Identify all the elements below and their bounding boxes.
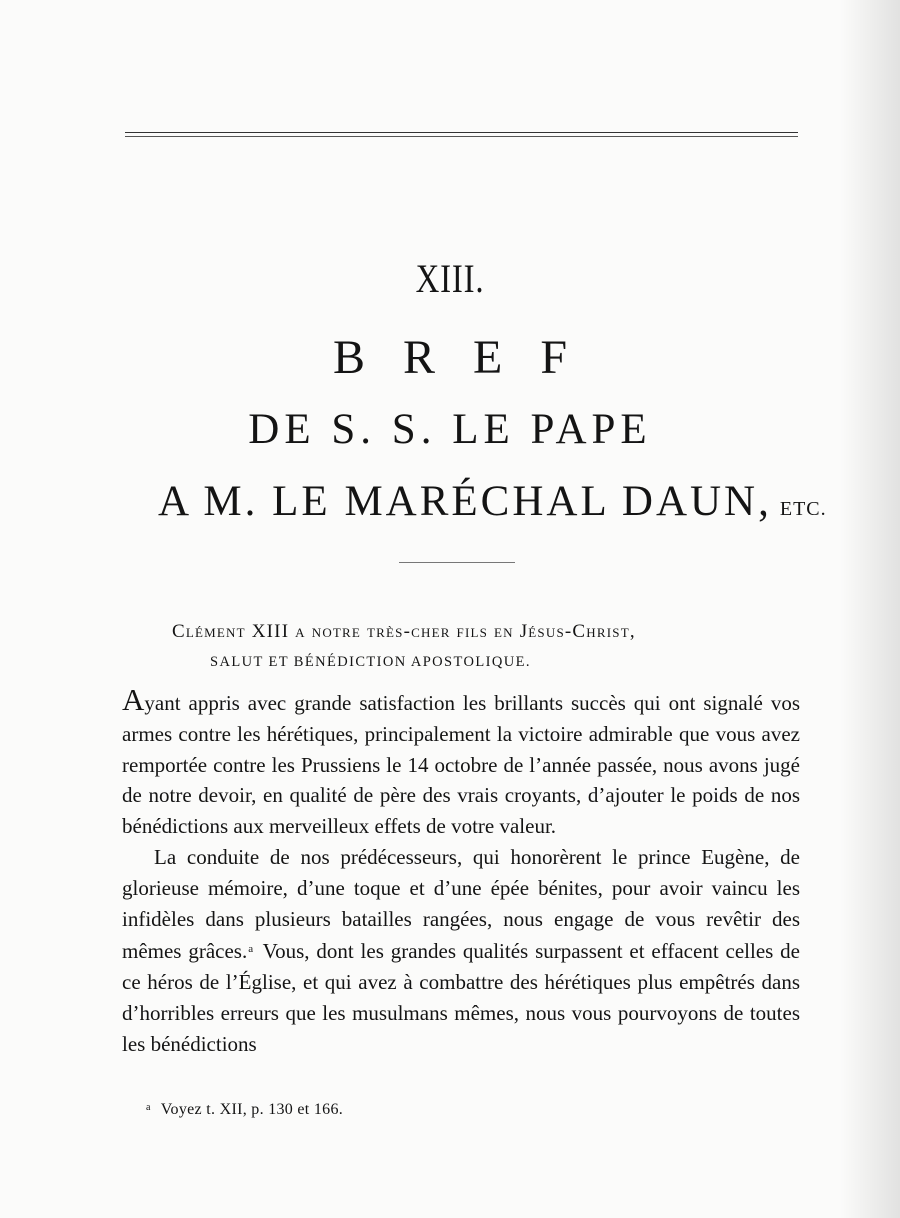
salutation-line-1: Clément XIII a notre très-cher fils en Jésus-Christ, bbox=[172, 621, 636, 642]
separator-rule bbox=[399, 562, 515, 563]
footnote bbox=[146, 1101, 343, 1119]
title-etc: ETC. bbox=[779, 498, 827, 520]
page-edge-shadow bbox=[840, 0, 900, 1218]
title-line-2: DE S. S. LE PAPE bbox=[248, 406, 652, 453]
paragraph-2-text-b: Vous, dont les grandes qualités surpassent et effacent celles de ce héros de l’Église, et qui avez à combattre des hérétiques plus empêtrés dans d’horribles erreurs que les musulmans mêmes, nous vous pourvoyons de toutes les bénédictions bbox=[122, 939, 800, 1056]
paragraph-1 bbox=[122, 682, 800, 842]
letter-body bbox=[122, 682, 800, 1060]
title-line-3-text: A M. LE MARÉCHAL DAUN, bbox=[158, 478, 772, 525]
rule-line bbox=[125, 132, 798, 133]
initial-letter: A bbox=[122, 682, 145, 717]
title-line-3 bbox=[158, 477, 827, 526]
footnote-mark: a bbox=[146, 1102, 151, 1113]
rule-line bbox=[125, 136, 798, 137]
chapter-number: XIII. bbox=[415, 256, 485, 301]
document-title: BREF bbox=[332, 331, 606, 384]
top-double-rule bbox=[125, 132, 798, 138]
paragraph-1-text: yant appris avec grande satisfaction les brillants succès qui ont signalé vos armes contre les hérétiques, principalement la victoire admirable que vous avez remportée contre les Prussiens le 14 octobre de l’année passée, nous avons jugé de notre devoir, en qualité de père des vrais croyants, d’ajouter le poids de nos bénédictions aux merveilleux effets de votre valeur. bbox=[122, 691, 800, 839]
footnote-reference: a bbox=[248, 943, 254, 956]
footnote-text: Voyez t. XII, p. 130 et 166. bbox=[160, 1101, 344, 1118]
salutation-line-2: SALUT ET BÉNÉDICTION APOSTOLIQUE. bbox=[210, 654, 531, 670]
paragraph-2 bbox=[122, 842, 800, 1060]
paragraph-2-text-a: La conduite de nos prédécesseurs, qui honorèrent le prince Eugène, de glorieuse mémoire, d’une toque et d’une épée bénites, pour avoir vaincu les infidèles dans plusieurs batailles rangées, nous engage de vous revêtir des mêmes grâces. bbox=[122, 844, 800, 964]
salutation bbox=[172, 617, 772, 677]
